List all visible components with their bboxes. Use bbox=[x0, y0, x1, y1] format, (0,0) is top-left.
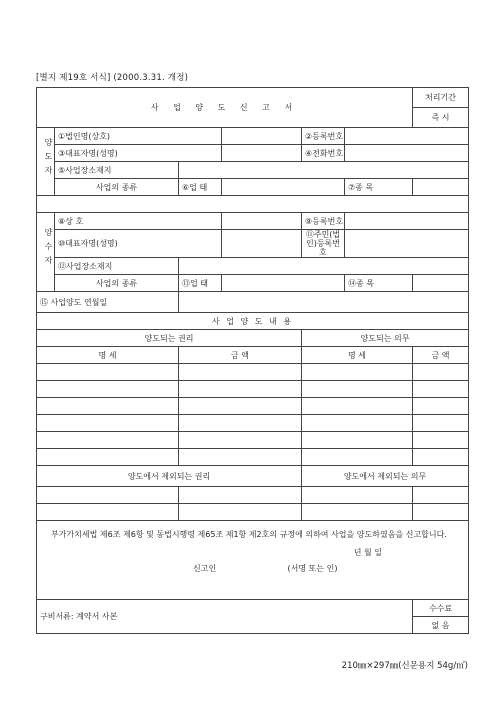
duties-amount-header: 금 액 bbox=[413, 347, 469, 364]
table-cell[interactable] bbox=[413, 504, 469, 521]
transferee-resident-no-label: ⑪주민(법인)등록번호 bbox=[302, 230, 345, 258]
rights-amount-header: 금 액 bbox=[179, 347, 302, 364]
table-cell[interactable] bbox=[179, 449, 302, 466]
transferor-phone-field[interactable] bbox=[345, 145, 469, 162]
transferee-address-field[interactable] bbox=[179, 258, 469, 275]
table-cell[interactable] bbox=[413, 487, 469, 504]
transferor-rep-name-field[interactable] bbox=[222, 145, 302, 162]
transferor-corp-name-label: ①법인명(상호) bbox=[55, 128, 222, 145]
transferee-category-field[interactable] bbox=[222, 275, 345, 292]
table-cell[interactable] bbox=[37, 398, 179, 415]
table-cell[interactable] bbox=[413, 364, 469, 381]
transferee-rep-name-label: ⑩대표자명(성명) bbox=[55, 230, 222, 258]
table-cell[interactable] bbox=[37, 364, 179, 381]
declaration-date[interactable]: 년 월 일 bbox=[353, 548, 383, 557]
table-cell[interactable] bbox=[37, 449, 179, 466]
table-cell[interactable] bbox=[179, 432, 302, 449]
transferor-category-field[interactable] bbox=[222, 179, 345, 196]
table-cell[interactable] bbox=[302, 398, 413, 415]
table-cell[interactable] bbox=[179, 415, 302, 432]
table-cell[interactable] bbox=[37, 432, 179, 449]
rights-item-header: 명 세 bbox=[37, 347, 179, 364]
reporter-label: 신고인 bbox=[193, 564, 217, 573]
attachments-label: 구비서류: 계약서 사본 bbox=[37, 600, 413, 634]
table-cell[interactable] bbox=[302, 432, 413, 449]
excluded-duties-header: 양도에서 제외되는 의무 bbox=[302, 466, 469, 487]
section-gap bbox=[37, 196, 469, 213]
transferee-trade-name-label: ⑧상 호 bbox=[55, 213, 222, 230]
transferor-item-field[interactable] bbox=[413, 179, 469, 196]
transferee-resident-no-field[interactable] bbox=[345, 230, 469, 258]
form-title: 사 업 양 도 신 고 서 bbox=[37, 88, 413, 128]
transferee-side-label: 양수자 bbox=[37, 213, 55, 292]
table-cell[interactable] bbox=[179, 381, 302, 398]
transferor-reg-no-field[interactable] bbox=[345, 128, 469, 145]
table-cell[interactable] bbox=[302, 449, 413, 466]
transferor-item-label: ⑦종 목 bbox=[345, 179, 413, 196]
transferor-phone-label: ④전화번호 bbox=[302, 145, 345, 162]
table-cell[interactable] bbox=[413, 398, 469, 415]
transferor-address-label: ⑤사업장소재지 bbox=[55, 162, 179, 179]
transferee-biz-type-label: 사업의 종류 bbox=[55, 275, 179, 292]
table-cell[interactable] bbox=[179, 504, 302, 521]
transferee-reg-no-field[interactable] bbox=[345, 213, 469, 230]
table-cell[interactable] bbox=[37, 487, 179, 504]
transferee-trade-name-field[interactable] bbox=[222, 213, 302, 230]
content-header: 사 업 양 도 내 용 bbox=[37, 313, 469, 330]
duties-item-header: 명 세 bbox=[302, 347, 413, 364]
form-number: [별지 제19호 서식] (2000.3.31. 개정) bbox=[36, 73, 189, 83]
table-cell[interactable] bbox=[37, 415, 179, 432]
paper-spec: 210㎜×297㎜(신문용지 54g/㎡) bbox=[341, 661, 468, 671]
transferor-biz-type-label: 사업의 종류 bbox=[55, 179, 179, 196]
table-cell[interactable] bbox=[302, 504, 413, 521]
transfer-date-label: ⑮ 사업양도 연월일 bbox=[37, 292, 179, 313]
declaration-block bbox=[37, 521, 469, 600]
fee-label: 수수료 bbox=[413, 600, 469, 617]
transferee-reg-no-label: ⑨등록번호 bbox=[302, 213, 345, 230]
table-cell[interactable] bbox=[302, 381, 413, 398]
table-cell[interactable] bbox=[302, 415, 413, 432]
table-cell[interactable] bbox=[37, 381, 179, 398]
transferor-reg-no-label: ②등록번호 bbox=[302, 128, 345, 145]
transferee-category-label: ⑬업 태 bbox=[179, 275, 222, 292]
transferee-item-field[interactable] bbox=[413, 275, 469, 292]
table-cell[interactable] bbox=[413, 449, 469, 466]
transfer-date-field[interactable] bbox=[179, 292, 469, 313]
signature-field[interactable]: (서명 또는 인) bbox=[287, 564, 338, 573]
transferor-rep-name-label: ③대표자명(성명) bbox=[55, 145, 222, 162]
table-cell[interactable] bbox=[179, 398, 302, 415]
processing-label: 처리기간 bbox=[413, 88, 469, 108]
table-cell[interactable] bbox=[302, 364, 413, 381]
table-cell[interactable] bbox=[302, 487, 413, 504]
table-cell[interactable] bbox=[413, 432, 469, 449]
duties-header: 양도되는 의무 bbox=[302, 330, 469, 347]
business-transfer-form bbox=[36, 87, 469, 634]
transferee-item-label: ⑭종 목 bbox=[345, 275, 413, 292]
table-cell[interactable] bbox=[179, 364, 302, 381]
table-cell[interactable] bbox=[37, 504, 179, 521]
table-cell[interactable] bbox=[179, 487, 302, 504]
transferor-category-label: ⑥업 태 bbox=[179, 179, 222, 196]
transferor-corp-name-field[interactable] bbox=[222, 128, 302, 145]
fee-value: 없 음 bbox=[413, 617, 469, 634]
table-cell[interactable] bbox=[413, 415, 469, 432]
declaration-text: 부가가치세법 제6조 제6항 및 동법시행령 제65조 제1항 제2호의 규정에 의하여 사업을 양도하였음을 신고합니다. bbox=[51, 530, 447, 539]
transferee-rep-name-field[interactable] bbox=[222, 230, 302, 258]
transferor-address-field[interactable] bbox=[179, 162, 469, 179]
rights-header: 양도되는 권리 bbox=[37, 330, 302, 347]
transferee-address-label: ⑫사업장소재지 bbox=[55, 258, 179, 275]
transferor-side-label: 양도자 bbox=[37, 128, 55, 196]
processing-value: 즉 시 bbox=[413, 108, 469, 128]
table-cell[interactable] bbox=[413, 381, 469, 398]
excluded-rights-header: 양도에서 제외되는 권리 bbox=[37, 466, 302, 487]
